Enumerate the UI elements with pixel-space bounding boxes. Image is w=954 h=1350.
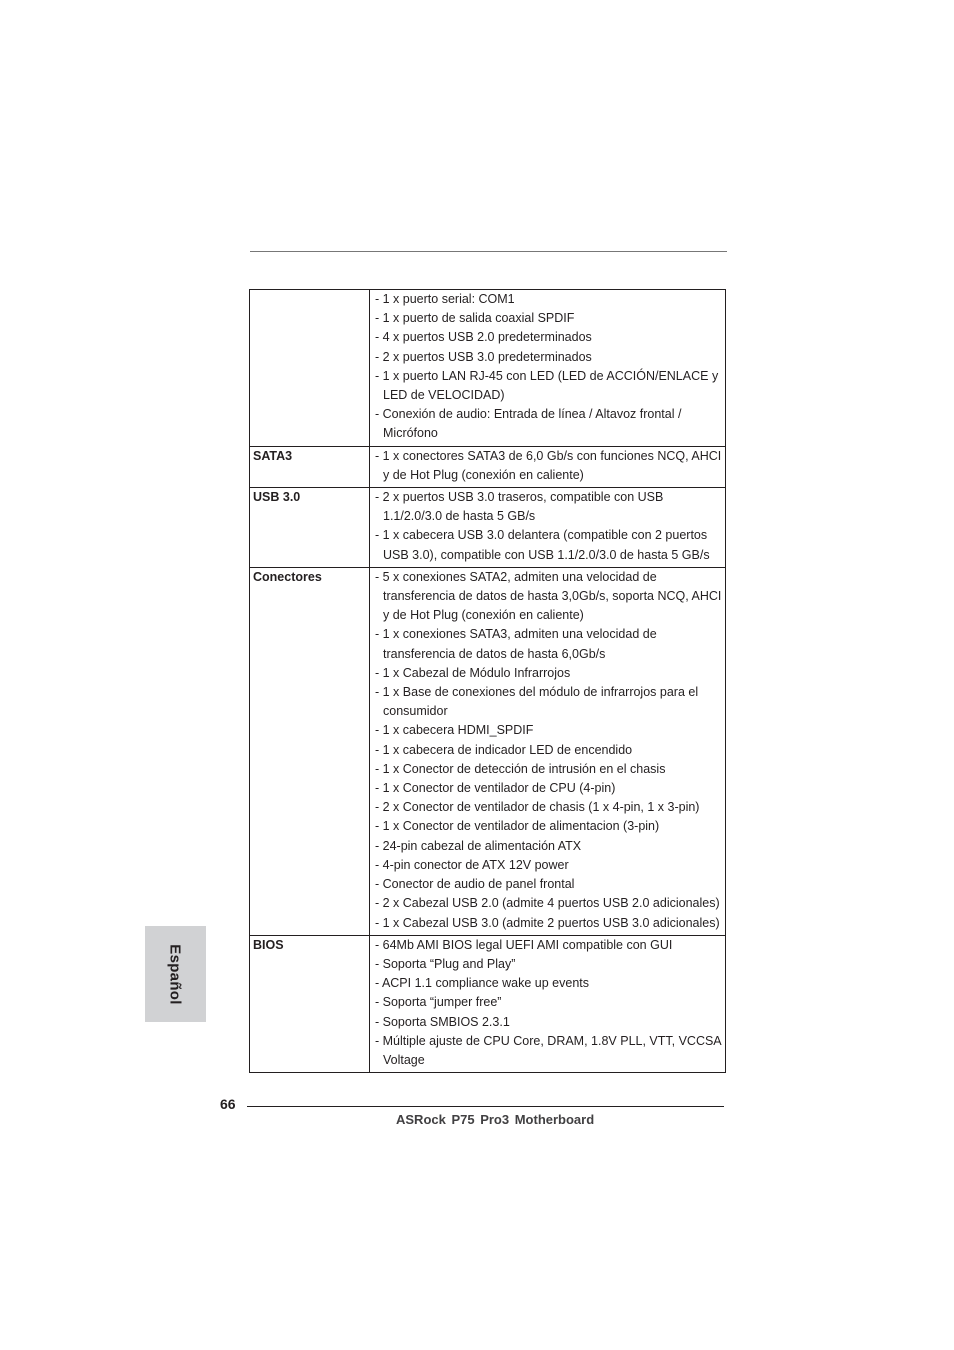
spec-entry: - 2 x puertos USB 3.0 traseros, compatible con USB 1.1/2.0/3.0 de hasta 5 GB/s xyxy=(375,490,664,524)
spec-entry: - Conector de audio de panel frontal xyxy=(375,877,575,892)
spec-entry: - 4 x puertos USB 2.0 predeterminados xyxy=(375,330,592,345)
spec-entry: - 1 x cabecera de indicador LED de encendido xyxy=(375,742,633,757)
spec-entry: - 4-pin conector de ATX 12V power xyxy=(375,857,569,872)
spec-row xyxy=(250,567,726,935)
spec-entry: - Soporta “Plug and Play” xyxy=(375,956,516,971)
spec-entry: - 1 x Base de conexiones del módulo de infrarrojos para el consumidor xyxy=(375,685,699,719)
spec-entry: - 1 x Conector de ventilador de CPU (4-pin) xyxy=(375,781,616,796)
spec-table-body xyxy=(250,290,726,1073)
spec-entry: - 5 x conexiones SATA2, admiten una velocidad de transferencia de datos de hasta 3,0Gb/s, soporta NCQ, AHCI y de Hot Plug (conexión en caliente) xyxy=(375,569,722,623)
spec-label xyxy=(250,290,370,447)
spec-table xyxy=(249,289,726,1073)
spec-entry: - 24-pin cabezal de alimentación ATX xyxy=(375,838,582,853)
spec-entry: - 1 x Conector de ventilador de alimentacion (3-pin) xyxy=(375,819,660,834)
page-number: 66 xyxy=(220,1096,236,1112)
spec-label: USB 3.0 xyxy=(250,488,370,568)
spec-entry: - 1 x conectores SATA3 de 6,0 Gb/s con funciones NCQ, AHCI y de Hot Plug (conexión en caliente) xyxy=(375,448,722,482)
language-tab xyxy=(145,926,206,1022)
spec-entry: - Conexión de audio: Entrada de línea / Altavoz frontal / Micrófono xyxy=(375,407,682,441)
spec-entry: - 64Mb AMI BIOS legal UEFI AMI compatible con GUI xyxy=(375,937,673,952)
spec-label: Conectores xyxy=(250,567,370,935)
spec-entry: - ACPI 1.1 compliance wake up events xyxy=(375,976,590,991)
spec-values xyxy=(370,446,726,487)
spec-row xyxy=(250,290,726,447)
spec-entry: - 2 x Cabezal USB 2.0 (admite 4 puertos USB 2.0 adicionales) xyxy=(375,896,720,911)
spec-entry: - 1 x Conector de detección de intrusión en el chasis xyxy=(375,761,666,776)
spec-values xyxy=(370,567,726,935)
spec-entry: - 2 x Conector de ventilador de chasis (1 x 4-pin, 1 x 3-pin) xyxy=(375,800,700,815)
spec-row xyxy=(250,446,726,487)
spec-entry: - 1 x cabecera USB 3.0 delantera (compatible con 2 puertos USB 3.0), compatible con USB 1.1/2.0/3.0 de hasta 5 GB/s xyxy=(375,528,710,562)
spec-entry: - 1 x conexiones SATA3, admiten una velocidad de transferencia de datos de hasta 6,0Gb/s xyxy=(375,627,657,661)
spec-row xyxy=(250,488,726,568)
spec-entry: - Soporta “jumper free” xyxy=(375,995,502,1010)
spec-entry: - 1 x cabecera HDMI_SPDIF xyxy=(375,723,534,738)
spec-entry: - Soporta SMBIOS 2.3.1 xyxy=(375,1014,510,1029)
footer-title: ASRock P75 Pro3 Motherboard xyxy=(396,1112,595,1127)
spec-entry: - Múltiple ajuste de CPU Core, DRAM, 1.8V PLL, VTT, VCCSA Voltage xyxy=(375,1033,721,1067)
spec-entry: - 1 x puerto serial: COM1 xyxy=(375,292,515,306)
spec-values xyxy=(370,488,726,568)
spec-row xyxy=(250,935,726,1072)
language-tab-label: Español xyxy=(166,943,184,1005)
spec-entry: - 1 x puerto LAN RJ-45 con LED (LED de ACCIÓN/ENLACE y LED de VELOCIDAD) xyxy=(375,368,719,403)
top-divider xyxy=(250,251,727,252)
spec-label: SATA3 xyxy=(250,446,370,487)
spec-entry: - 1 x puerto de salida coaxial SPDIF xyxy=(375,311,575,326)
spec-entry: - 1 x Cabezal USB 3.0 (admite 2 puertos USB 3.0 adicionales) xyxy=(375,915,720,930)
spec-entry: - 1 x Cabezal de Módulo Infrarrojos xyxy=(375,665,571,680)
spec-label: BIOS xyxy=(250,935,370,1072)
spec-entry: - 2 x puertos USB 3.0 predeterminados xyxy=(375,349,592,364)
footer-divider xyxy=(247,1106,724,1107)
spec-values xyxy=(370,935,726,1072)
spec-values xyxy=(370,290,726,447)
